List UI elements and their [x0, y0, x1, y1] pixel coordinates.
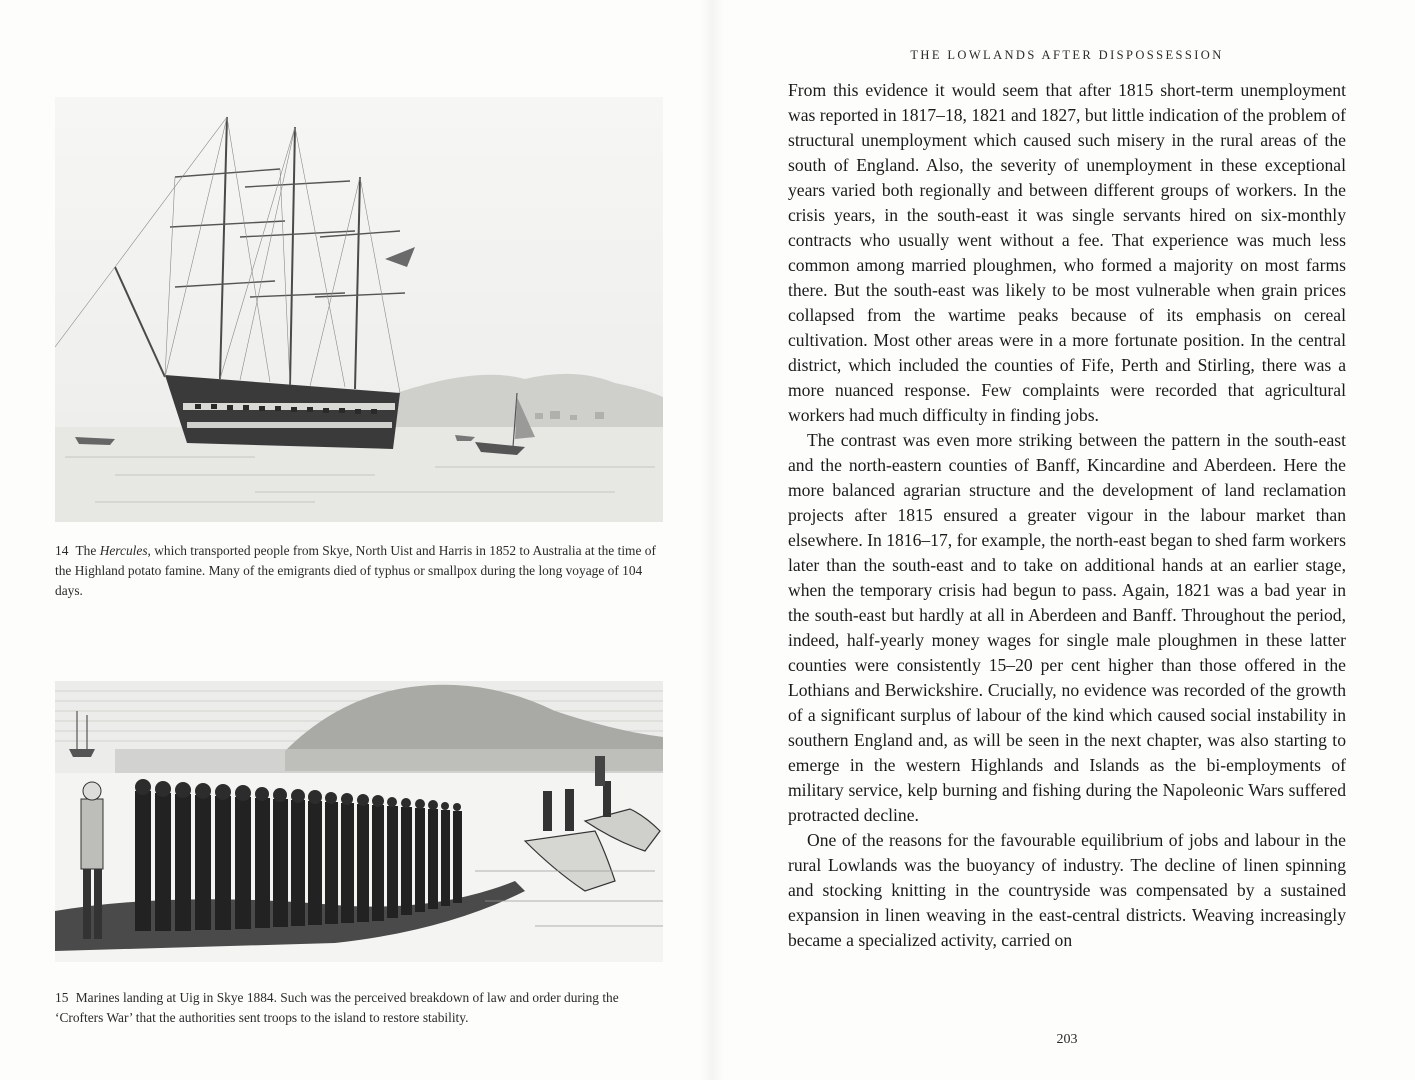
figure-14-caption-text: , which transported people from Skye, North Uist and Harris in 1852 to Australia at the time of the Highland potato famine. Many of the emigrants died of typhus or smallpox during the long voyage of 104 days. [55, 543, 656, 598]
marines-engraving [55, 681, 663, 962]
figure-15-caption [55, 988, 665, 1028]
figure-14-number: 14 [55, 543, 69, 558]
running-head: THE LOWLANDS AFTER DISPOSSESSION [910, 48, 1224, 62]
figure-14-ship-name: Hercules [99, 543, 148, 558]
figure-15-caption-text: Marines landing at Uig in Skye 1884. Such was the perceived breakdown of law and order during the ‘Crofters War’ that the authorities sent troops to the island to restore stability. [55, 990, 619, 1025]
figure-14-caption-prefix: The [75, 543, 97, 558]
illustration-marines-landing [55, 681, 663, 962]
paragraph-3: One of the reasons for the favourable equilibrium of jobs and labour in the rural Lowlands was the buoyancy of industry. The decline of linen spinning and stocking knitting in the countryside was compensated by a sustained expansion in linen weaving in the east-central districts. Weaving increasingly became a specialized activity, carried on [788, 830, 1346, 950]
figure-14-caption [55, 541, 665, 601]
page-number: 203 [1056, 1032, 1078, 1047]
illustration-ship-hercules [55, 97, 663, 522]
paragraph-1: From this evidence it would seem that after 1815 short-term unemployment was reported in 1817–18, 1821 and 1827, but little indication of the problem of structural unemployment which caused such misery in the rural areas of the south of England. Also, the severity of unemployment in these exceptional years varied both regionally and between different groups of workers. In the crisis years, in the south-east it was single servants hired on six-monthly contracts who usually went without a fee. That experience was much less common among married ploughmen, who formed a majority on most farms there. But the south-east was likely to be most vulnerable when grain prices collapsed from the wartime peaks because of its emphasis on cereal cultivation. Most other areas were in a more fortunate position. In the central district, which included the counties of Fife, Perth and Stirling, there was a more nuanced response. Few complaints were recorded that agricultural workers had much difficulty in finding jobs. [788, 80, 1346, 425]
paragraph-2: The contrast was even more striking between the pattern in the south-east and the north-eastern counties of Banff, Kincardine and Aberdeen. Here the more balanced agrarian structure and the development of land reclamation projects after 1815 ensured a greater vigour in the labour market than elsewhere. In 1816–17, for example, the north-east began to shed farm workers later than the south-east and to take on additional hands at an earlier stage, when the temporary crisis had begun to pass. Again, 1821 was a bad year in the south-east but hardly at all in Aberdeen and Banff. Throughout the period, indeed, half-yearly money wages for single male ploughmen in these latter counties were consistently 15–20 per cent higher than those offered in the Lothians and Berwickshire. Crucially, no evidence was recorded of the growth of a significant surplus of labour of the kind which caused social instability in southern England and, as will be seen in the next chapter, was also starting to emerge in the western Highlands and Islands as the bi-employments of military service, kelp burning and fishing during the Napoleonic Wars suffered protracted decline. [788, 430, 1346, 825]
figure-15-number: 15 [55, 990, 69, 1005]
book-gutter [700, 0, 724, 1080]
ship-engraving [55, 97, 663, 522]
body-text [788, 78, 1346, 953]
